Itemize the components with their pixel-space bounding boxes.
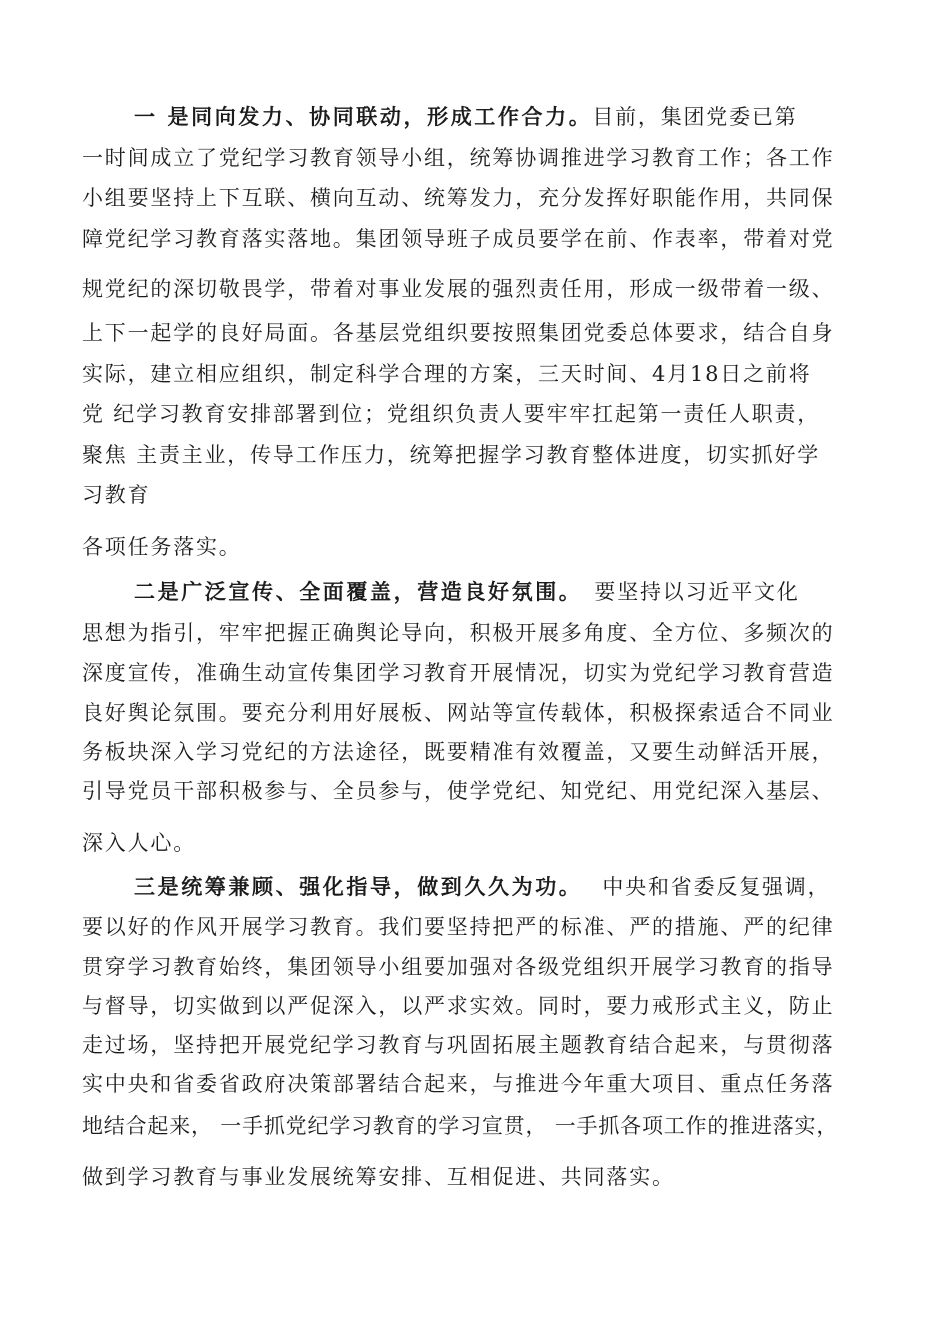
paragraph-1-heading: 一 是同向发力、协同联动，形成工作合力。 [134,104,593,129]
paragraph-1-line: 规党纪的深切敬畏学，带着对事业发展的强烈责任用，形成一级带着一级、 [82,277,835,301]
paragraph-2-first-line [134,579,800,605]
paragraph-1-line: 习教育 [82,483,151,507]
paragraph-1-first-line [134,104,798,130]
paragraph-1-line: 障党纪学习教育落实落地。集团领导班子成员要学在前、作表率，带着对党 [82,227,835,251]
paragraph-1-line: 一时间成立了党纪学习教育领导小组，统筹协调推进学习教育工作；各工作 [82,146,835,170]
paragraph-2-heading: 二是广泛宣传、全面覆盖，营造良好氛围。 [134,579,583,604]
paragraph-3-line: 与督导，切实做到以严促深入，以严求实效。同时，要力戒形式主义，防止 [82,994,835,1018]
paragraph-2-line: 深度宣传，准确生动宣传集团学习教育开展情况，切实为党纪学习教育营造 [82,661,835,685]
paragraph-3-line: 要以好的作风开展学习教育。我们要坚持把严的标准、严的措施、严的纪律 [82,915,835,939]
paragraph-2-line: 引导党员干部积极参与、全员参与，使学党纪、知党纪、用党纪深入基层、 [82,779,835,803]
paragraph-3-line: 地结合起来， 一手抓党纪学习教育的学习宣贯， 一手抓各项工作的推进落实， [82,1114,839,1138]
paragraph-3-line: 走过场，坚持把开展党纪学习教育与巩固拓展主题教育结合起来，与贯彻落 [82,1033,835,1057]
paragraph-2-line: 良好舆论氛围。要充分利用好展板、网站等宣传载体，积极探索适合不同业 [82,701,835,725]
paragraph-3-line: 做到学习教育与事业发展统筹安排、互相促进、共同落实。 [82,1165,675,1189]
paragraph-2-line: 要坚持以习近平文化 [594,580,800,604]
paragraph-3-heading: 三是统筹兼顾、强化指导，做到久久为功。 [134,874,583,899]
paragraph-1-line: 党 纪学习教育安排部署到位；党组织负责人要牢牢扛起第一责任人职责， [82,402,821,426]
paragraph-3-first-line [134,874,830,900]
paragraph-3-line: 中央和省委反复强调， [602,875,831,899]
paragraph-3-line: 贯穿学习教育始终，集团领导小组要加强对各级党组织开展学习教育的指导 [82,955,835,979]
paragraph-1-line: 聚焦 主责主业，传导工作压力，统筹把握学习教育整体进度，切实抓好学 [82,443,821,467]
paragraph-1-line: 上下一起学的良好局面。各基层党组织要按照集团党委总体要求，结合自身 [82,321,835,345]
paragraph-1-line: 各项任务落实。 [82,535,242,559]
paragraph-3-line: 实中央和省委省政府决策部署结合起来，与推进今年重大项目、重点任务落 [82,1072,835,1096]
paragraph-2-line: 思想为指引，牢牢把握正确舆论导向，积极开展多角度、全方位、多频次的 [82,621,835,645]
paragraph-2-line: 深入人心。 [82,831,196,855]
paragraph-1-line: 目前，集团党委已第 [592,105,798,129]
paragraph-1-line: 实际，建立相应组织，制定科学合理的方案，三天时间、4月18日之前将 [82,362,812,386]
paragraph-2-line: 务板块深入学习党纪的方法途径，既要精准有效覆盖，又要生动鲜活开展， [82,740,835,764]
paragraph-1-line: 小组要坚持上下互联、横向互动、统筹发力，充分发挥好职能作用，共同保 [82,186,835,210]
